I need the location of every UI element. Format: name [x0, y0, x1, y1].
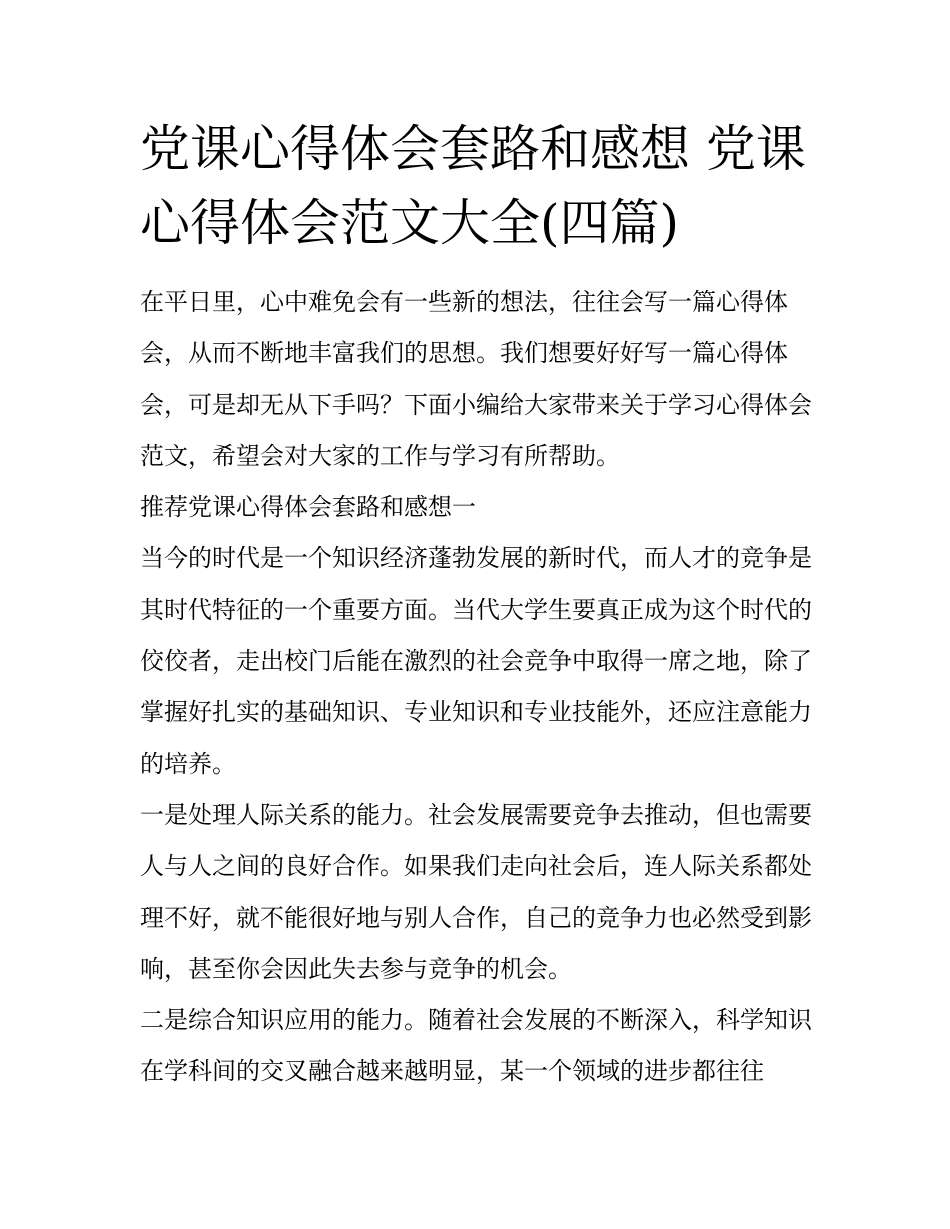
section-heading: 推荐党课心得体会套路和感想一	[140, 493, 476, 522]
intro-paragraph: 在平日里，心中难免会有一些新的想法，往往会写一篇心得体会，从而不断地丰富我们的思想。我们想要好好写一篇心得体会，可是却无从下手吗？下面小编给大家带来关于学习心得体会范文，希望会对大家的工作与学习有所帮助。	[140, 288, 812, 470]
body-paragraph: 一是处理人际关系的能力。社会发展需要竞争去推动，但也需要人与人之间的良好合作。如果我们走向社会后，连人际关系都处理不好，就不能很好地与别人合作，自己的竞争力也必然受到影响，甚至你会因此失去参与竞争的机会。	[140, 800, 812, 983]
body-paragraph: 二是综合知识应用的能力。随着社会发展的不断深入，科学知识在学科间的交叉融合越来越明显，某一个领域的进步都往往	[140, 1006, 812, 1086]
document-body	[140, 277, 815, 1098]
document-title	[140, 112, 820, 260]
body-paragraph: 当今的时代是一个知识经济蓬勃发展的新时代，而人才的竞争是其时代特征的一个重要方面。当代大学生要真正成为这个时代的佼佼者，走出校门后能在激烈的社会竞争中取得一席之地，除了掌握好扎实的基础知识、专业知识和专业技能外，还应注意能力的培养。	[140, 544, 812, 778]
title-line-1: 党课心得体会套路和感想 党课	[140, 120, 806, 178]
title-line-2: 心得体会范文大全(四篇)	[140, 194, 680, 252]
